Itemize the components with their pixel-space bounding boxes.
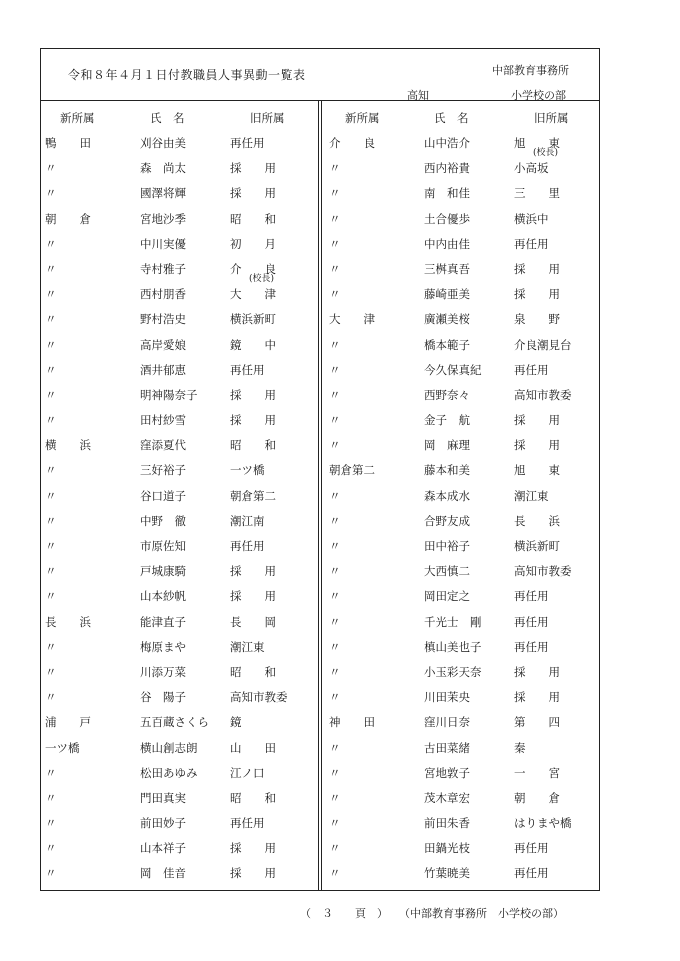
name-cell: 横山創志朗 (140, 740, 198, 755)
table-row (329, 358, 604, 383)
new-dept-cell: 〃 (329, 211, 341, 226)
table-row (45, 786, 320, 811)
table-row (329, 509, 604, 534)
table-row (329, 307, 604, 332)
prev-dept-cell: 採 用 (230, 161, 276, 176)
name-cell: 窪川日奈 (424, 715, 470, 730)
prev-dept-cell: 再任用 (514, 236, 549, 251)
name-cell: 梅原まや (140, 639, 186, 654)
table-row (329, 232, 604, 257)
table-row (45, 534, 320, 559)
name-cell: 森 尚太 (140, 161, 186, 176)
new-dept-cell: 〃 (329, 790, 341, 805)
table-row (329, 736, 604, 761)
name-cell: 松田あゆみ (140, 765, 198, 780)
new-dept-cell: 〃 (45, 765, 57, 780)
table-row (45, 685, 320, 710)
name-cell: 山中浩介 (424, 136, 470, 150)
prev-dept-cell: 採 用 (514, 413, 560, 428)
prev-dept-cell: 昭 和 (230, 438, 276, 453)
table-row (329, 559, 604, 584)
table-row (329, 685, 604, 710)
new-dept-cell: 〃 (329, 362, 341, 377)
prev-dept-cell: 採 用 (514, 287, 560, 302)
prev-dept-cell: はりまや橋 (514, 816, 572, 831)
table-row (329, 635, 604, 660)
new-dept-cell: 〃 (45, 790, 57, 805)
prev-dept-cell: 長 浜 (514, 513, 560, 528)
name-cell: 西内裕貴 (424, 161, 470, 176)
new-dept-cell: 〃 (329, 664, 341, 679)
new-dept-cell: 鴨 田 (45, 136, 91, 150)
new-dept-cell: 〃 (329, 438, 341, 453)
new-dept-cell: 〃 (329, 488, 341, 503)
prev-dept-cell: 潮江東 (514, 488, 549, 503)
new-dept-cell: 〃 (45, 186, 57, 201)
new-dept-cell: 横 浜 (45, 438, 91, 453)
prev-dept-cell: 昭 和 (230, 790, 276, 805)
table-row (45, 257, 320, 282)
prev-dept-cell: 秦 (514, 740, 526, 755)
name-cell: 明神陽奈子 (140, 387, 198, 402)
name-cell: 土合優歩 (424, 211, 470, 226)
table-row (329, 131, 604, 156)
name-cell: 川田茉央 (424, 690, 470, 705)
table-row (45, 509, 320, 534)
name-cell: 槙山美也子 (424, 639, 482, 654)
prev-dept-cell: 潮江東 (230, 639, 265, 654)
prev-dept-cell: 再任用 (514, 589, 549, 604)
name-cell: 能津直子 (140, 614, 186, 629)
position-note: (校長) (533, 148, 559, 158)
new-dept-cell: 〃 (329, 564, 341, 579)
col-header-prev-right: 旧所属 (534, 111, 569, 125)
name-cell: 前田妙子 (140, 816, 186, 831)
prev-dept-cell: 採 用 (230, 413, 276, 428)
table-row (45, 559, 320, 584)
name-cell: 廣瀬美桜 (424, 312, 470, 327)
table-row (329, 710, 604, 735)
name-cell: 高岸愛娘 (140, 337, 186, 352)
new-dept-cell: 〃 (45, 312, 57, 327)
prev-dept-cell: 鏡 (230, 715, 242, 730)
name-cell: 南 和佳 (424, 186, 470, 201)
table-row (329, 156, 604, 181)
prev-dept-cell: 横浜中 (514, 211, 549, 226)
new-dept-cell: 〃 (329, 589, 341, 604)
name-cell: 前田朱香 (424, 816, 470, 831)
prev-dept-cell: 旭 東 (514, 463, 560, 478)
name-cell: 酒井郁恵 (140, 362, 186, 377)
new-dept-cell: 朝 倉 (45, 211, 91, 226)
prev-dept-cell: 高知市教委 (230, 690, 288, 705)
prev-dept-cell: 一 宮 (514, 765, 560, 780)
col-header-dept-left: 新所属 (60, 111, 95, 125)
table-row (45, 710, 320, 735)
prev-dept-cell: 採 用 (514, 438, 560, 453)
right-column (329, 131, 604, 887)
new-dept-cell: 大 津 (329, 312, 375, 327)
new-dept-cell: 〃 (45, 513, 57, 528)
col-header-dept-right: 新所属 (345, 111, 380, 125)
new-dept-cell: 〃 (45, 337, 57, 352)
table-row (45, 433, 320, 458)
prev-dept-cell: 再任用 (230, 362, 265, 377)
prev-dept-cell: 再任用 (230, 136, 265, 150)
school-category-label: 小学校の部 (511, 89, 566, 102)
table-row (329, 282, 604, 307)
prev-dept-cell: 介 良 (230, 261, 276, 276)
prev-dept-cell: 再任用 (230, 539, 265, 553)
prev-dept-cell: 横浜新町 (514, 539, 560, 553)
new-dept-cell: 〃 (45, 690, 57, 705)
position-note: (校長) (249, 273, 275, 284)
table-row (329, 383, 604, 408)
prev-dept-cell: 大 津 (230, 287, 276, 302)
table-row (45, 181, 320, 206)
prev-dept-cell: 高知市教委 (514, 387, 572, 402)
name-cell: 岡田定之 (424, 589, 470, 604)
new-dept-cell: 〃 (329, 337, 341, 352)
prev-dept-cell: 採 用 (230, 589, 276, 604)
prev-dept-cell: 旭 東 (514, 136, 560, 150)
new-dept-cell: 〃 (329, 816, 341, 831)
table-row (329, 811, 604, 836)
prev-dept-cell: 再任用 (230, 816, 265, 831)
name-cell: 竹葉暁美 (424, 866, 470, 881)
name-cell: 藤崎亜美 (424, 287, 470, 302)
table-row (329, 207, 604, 232)
prev-dept-cell: 横浜新町 (230, 312, 276, 327)
name-cell: 合野友成 (424, 513, 470, 528)
name-cell: 窪添夏代 (140, 438, 186, 453)
prev-dept-cell: 江ノ口 (230, 765, 265, 780)
name-cell: 藤本和美 (424, 463, 470, 478)
new-dept-cell: 〃 (45, 161, 57, 176)
prev-dept-cell: 採 用 (230, 186, 276, 201)
table-row (45, 584, 320, 609)
new-dept-cell: 〃 (45, 841, 57, 856)
table-row (329, 333, 604, 358)
new-dept-cell: 〃 (329, 413, 341, 428)
name-cell: 中川実優 (140, 236, 186, 251)
new-dept-cell: 朝倉第二 (329, 463, 375, 478)
office-name: 中部教育事務所 (492, 64, 569, 77)
table-row (329, 433, 604, 458)
name-cell: 谷口道子 (140, 488, 186, 503)
col-header-name-right: 氏 名 (434, 111, 469, 125)
table-row (329, 484, 604, 509)
name-cell: 野村浩史 (140, 312, 186, 327)
prev-dept-cell: 一ツ橋 (230, 463, 265, 478)
prev-dept-cell: 山 田 (230, 740, 276, 755)
new-dept-cell: 〃 (45, 816, 57, 831)
prev-dept-cell: 鏡 中 (230, 337, 276, 352)
name-cell: 田村紗雪 (140, 413, 186, 428)
name-cell: 國澤将輝 (140, 186, 186, 201)
new-dept-cell: 浦 戸 (45, 715, 91, 730)
prev-dept-cell: 再任用 (514, 614, 549, 629)
name-cell: 三好裕子 (140, 463, 186, 478)
name-cell: 市原佐知 (140, 539, 186, 553)
name-cell: 田中裕子 (424, 539, 470, 553)
table-row (45, 610, 320, 635)
name-cell: 戸城康騎 (140, 564, 186, 579)
table-row (329, 257, 604, 282)
new-dept-cell: 〃 (329, 387, 341, 402)
table-row (329, 610, 604, 635)
new-dept-cell: 〃 (329, 690, 341, 705)
new-dept-cell: 〃 (329, 513, 341, 528)
prev-dept-cell: 採 用 (514, 261, 560, 276)
prev-dept-cell: 介良潮見台 (514, 337, 572, 352)
table-row (45, 207, 320, 232)
new-dept-cell: 〃 (329, 539, 341, 553)
name-cell: 中野 徹 (140, 513, 186, 528)
table-row (45, 761, 320, 786)
prev-dept-cell: 高知市教委 (514, 564, 572, 579)
name-cell: 小玉彩天奈 (424, 664, 482, 679)
name-cell: 大西慎二 (424, 564, 470, 579)
name-cell: 谷 陽子 (140, 690, 186, 705)
prev-dept-cell: 再任用 (514, 866, 549, 881)
name-cell: 橋本範子 (424, 337, 470, 352)
new-dept-cell: 〃 (45, 362, 57, 377)
new-dept-cell: 〃 (329, 765, 341, 780)
page-footer: （ ３ 頁 ） （中部教育事務所 小学校の部） (300, 907, 564, 920)
prev-dept-cell: 採 用 (230, 841, 276, 856)
table-row (329, 836, 604, 861)
prev-dept-cell: 採 用 (230, 866, 276, 881)
new-dept-cell: 〃 (45, 387, 57, 402)
new-dept-cell: 〃 (45, 639, 57, 654)
new-dept-cell: 〃 (45, 463, 57, 478)
prev-dept-cell: 泉 野 (514, 312, 560, 327)
table-row (329, 861, 604, 886)
prev-dept-cell: 初 月 (230, 236, 276, 251)
name-cell: 三桝真吾 (424, 261, 470, 276)
new-dept-cell: 長 浜 (45, 614, 91, 629)
table-row (329, 786, 604, 811)
prev-dept-cell: 潮江南 (230, 513, 265, 528)
name-cell: 西野奈々 (424, 387, 470, 402)
prev-dept-cell: 再任用 (514, 639, 549, 654)
new-dept-cell: 〃 (329, 236, 341, 251)
name-cell: 川添万菜 (140, 664, 186, 679)
new-dept-cell: 〃 (45, 866, 57, 881)
table-row (45, 836, 320, 861)
table-row (45, 736, 320, 761)
prev-dept-cell: 採 用 (230, 564, 276, 579)
table-row (45, 156, 320, 181)
name-cell: 宮地敦子 (424, 765, 470, 780)
table-row (329, 458, 604, 483)
name-cell: 岡 佳音 (140, 866, 186, 881)
prev-dept-cell: 再任用 (514, 841, 549, 856)
name-cell: 山本紗帆 (140, 589, 186, 604)
name-cell: 宮地沙季 (140, 211, 186, 226)
table-row (329, 660, 604, 685)
new-dept-cell: 〃 (329, 261, 341, 276)
new-dept-cell: 一ツ橋 (45, 740, 80, 755)
city-label: 高知 (407, 89, 429, 102)
new-dept-cell: 〃 (45, 261, 57, 276)
new-dept-cell: 〃 (329, 287, 341, 302)
table-row (329, 761, 604, 786)
prev-dept-cell: 再任用 (514, 362, 549, 377)
new-dept-cell: 〃 (45, 488, 57, 503)
name-cell: 門田真実 (140, 790, 186, 805)
name-cell: 山本祥子 (140, 841, 186, 856)
prev-dept-cell: 昭 和 (230, 211, 276, 226)
table-row (45, 811, 320, 836)
new-dept-cell: 介 良 (329, 136, 375, 150)
col-header-prev-left: 旧所属 (250, 111, 285, 125)
new-dept-cell: 〃 (329, 186, 341, 201)
prev-dept-cell: 三 里 (514, 186, 560, 201)
new-dept-cell: 〃 (45, 664, 57, 679)
name-cell: 今久保真紀 (424, 362, 482, 377)
table-row (329, 584, 604, 609)
prev-dept-cell: 採 用 (230, 387, 276, 402)
prev-dept-cell: 採 用 (514, 690, 560, 705)
table-row (45, 333, 320, 358)
new-dept-cell: 〃 (45, 287, 57, 302)
prev-dept-cell: 採 用 (514, 664, 560, 679)
name-cell: 田鍋光枝 (424, 841, 470, 856)
name-cell: 五百蔵さくら (140, 715, 209, 730)
name-cell: 西村朋香 (140, 287, 186, 302)
table-row (45, 232, 320, 257)
name-cell: 寺村雅子 (140, 261, 186, 276)
table-row (45, 358, 320, 383)
new-dept-cell: 〃 (45, 236, 57, 251)
left-column (45, 131, 320, 887)
new-dept-cell: 〃 (45, 413, 57, 428)
col-header-name-left: 氏 名 (150, 111, 185, 125)
prev-dept-cell: 第 四 (514, 715, 560, 730)
table-row (45, 484, 320, 509)
new-dept-cell: 〃 (329, 841, 341, 856)
prev-dept-cell: 長 岡 (230, 614, 276, 629)
new-dept-cell: 〃 (329, 639, 341, 654)
name-cell: 茂木章宏 (424, 790, 470, 805)
prev-dept-cell: 朝 倉 (514, 790, 560, 805)
new-dept-cell: 〃 (329, 740, 341, 755)
name-cell: 森本成水 (424, 488, 470, 503)
name-cell: 岡 麻理 (424, 438, 470, 453)
table-row (45, 307, 320, 332)
prev-dept-cell: 朝倉第二 (230, 488, 276, 503)
name-cell: 千光士 剛 (424, 614, 482, 629)
name-cell: 金子 航 (424, 413, 470, 428)
table-row (329, 534, 604, 559)
new-dept-cell: 〃 (45, 564, 57, 579)
table-row (329, 408, 604, 433)
name-cell: 古田菜緒 (424, 740, 470, 755)
new-dept-cell: 神 田 (329, 715, 375, 730)
new-dept-cell: 〃 (329, 614, 341, 629)
table-row (45, 660, 320, 685)
prev-dept-cell: 小高坂 (514, 161, 549, 176)
table-row (45, 282, 320, 307)
prev-dept-cell: 昭 和 (230, 664, 276, 679)
new-dept-cell: 〃 (329, 161, 341, 176)
table-row (45, 861, 320, 886)
new-dept-cell: 〃 (45, 589, 57, 604)
table-row (45, 458, 320, 483)
name-cell: 刈谷由美 (140, 136, 186, 150)
table-row (329, 181, 604, 206)
document-title: 令和８年４月１日付教職員人事異動一覧表 (68, 68, 306, 82)
table-row (45, 131, 320, 156)
new-dept-cell: 〃 (329, 866, 341, 881)
table-row (45, 408, 320, 433)
new-dept-cell: 〃 (45, 539, 57, 553)
table-row (45, 635, 320, 660)
table-row (45, 383, 320, 408)
name-cell: 中内由佳 (424, 236, 470, 251)
